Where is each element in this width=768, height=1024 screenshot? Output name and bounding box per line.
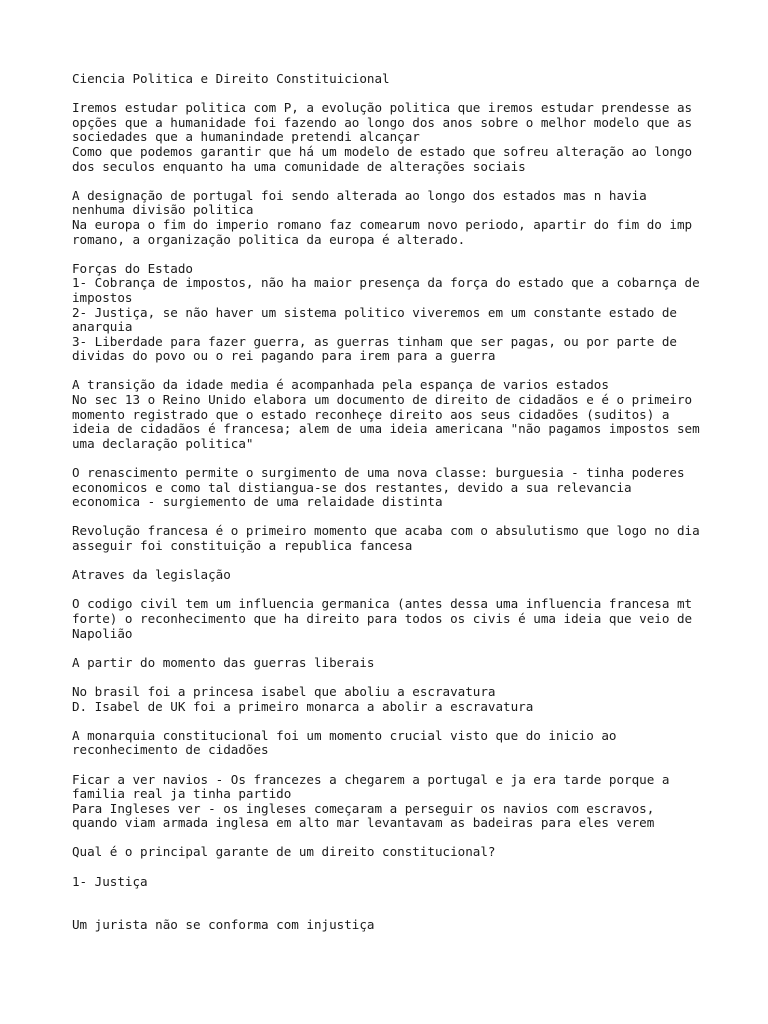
text-line: Um jurista não se conforma com injustiça xyxy=(72,917,375,933)
paragraph-gap xyxy=(72,583,712,598)
text-line: No brasil foi a princesa isabel que aboliu a escravatura xyxy=(72,683,496,699)
text-line: nenhuma divisão politica xyxy=(72,202,254,218)
paragraph xyxy=(72,875,712,890)
text-line: asseguir foi constituição a republica fancesa xyxy=(72,538,413,553)
paragraph xyxy=(72,685,712,714)
text-line: A partir do momento das guerras liberais xyxy=(72,654,375,670)
text-line: Revolução francesa é o primeiro momento que acaba com o absulutismo que logo no dia xyxy=(72,523,700,539)
paragraph-gap xyxy=(72,831,712,846)
paragraph-gap xyxy=(72,87,712,102)
text-line: sociedades que a humanindade pretendi alcançar xyxy=(72,129,420,145)
paragraph xyxy=(72,918,712,933)
paragraph-gap xyxy=(72,174,712,189)
text-line: Qual é o principal garante de um direito constitucional? xyxy=(72,844,496,860)
text-line: D. Isabel de UK foi a primeiro monarca a abolir a escravatura xyxy=(72,698,534,714)
text-line: No sec 13 o Reino Unido elabora um documento de direito de cidadãos e é o primeiro xyxy=(72,392,693,408)
document-page xyxy=(72,72,712,933)
text-line: 3- Liberdade para fazer guerra, as guerras tinham que ser pagas, ou por parte de xyxy=(72,333,677,349)
text-line: opções que a humanidade foi fazendo ao longo dos anos sobre o melhor modelo que as xyxy=(72,114,693,130)
document-body xyxy=(72,101,712,933)
text-line: familia real ja tinha partido xyxy=(72,786,292,802)
paragraph-gap xyxy=(72,889,712,904)
paragraph xyxy=(72,262,712,364)
paragraph xyxy=(72,568,712,583)
text-line: Napolião xyxy=(72,625,133,641)
paragraph xyxy=(72,656,712,671)
text-line: economicos e como tal distiangua-se dos restantes, devido a sua relevancia xyxy=(72,479,632,495)
paragraph xyxy=(72,524,712,553)
text-line: forte) o reconhecimento que ha direito para todos os civis é uma ideia que veio de xyxy=(72,610,693,626)
text-line: 1- Cobrança de impostos, não ha maior presença da força do estado que a cobarnça de xyxy=(72,275,700,291)
text-line: dos seculos enquanto ha uma comunidade de alterações sociais xyxy=(72,158,526,174)
text-line: dividas do povo ou o rei pagando para irem para a guerra xyxy=(72,348,496,364)
paragraph-gap xyxy=(72,510,712,525)
text-line: Na europa o fim do imperio romano faz comearum novo periodo, apartir do fim do imp xyxy=(72,216,693,232)
text-line: O codigo civil tem um influencia germanica (antes dessa uma influencia francesa mt xyxy=(72,596,693,612)
text-line: 2- Justiça, se não haver um sistema politico viveremos em um constante estado de xyxy=(72,304,677,320)
text-line: Iremos estudar politica com P, a evolução politica que iremos estudar prendesse as xyxy=(72,100,693,116)
text-line: Atraves da legislação xyxy=(72,567,231,583)
paragraph-gap xyxy=(72,247,712,262)
paragraph xyxy=(72,729,712,758)
text-line: anarquia xyxy=(72,319,133,335)
text-line: economica - surgiemento de uma relaidade distinta xyxy=(72,494,443,510)
text-line: A transição da idade media é acompanhada pela espança de varios estados xyxy=(72,377,609,393)
text-line: Para Ingleses ver - os ingleses começaram a perseguir os navios com escravos, xyxy=(72,800,655,816)
paragraph xyxy=(72,378,712,451)
paragraph-gap xyxy=(72,554,712,569)
text-line: romano, a organização politica da europa é alterado. xyxy=(72,231,466,247)
paragraph xyxy=(72,845,712,860)
paragraph-gap xyxy=(72,364,712,379)
paragraph xyxy=(72,189,712,247)
text-line: 1- Justiça xyxy=(72,873,148,889)
text-line: Forças do Estado xyxy=(72,260,193,276)
text-line: A monarquia constitucional foi um momento crucial visto que do inicio ao xyxy=(72,727,617,743)
text-line: reconhecimento de cidadões xyxy=(72,742,269,758)
paragraph-gap xyxy=(72,641,712,656)
text-line: Ficar a ver navios - Os francezes a chegarem a portugal e ja era tarde porque a xyxy=(72,771,670,787)
text-line: ideia de cidadãos é francesa; alem de uma ideia americana "não pagamos impostos sem xyxy=(72,421,700,437)
paragraph-gap xyxy=(72,670,712,685)
text-line: Como que podemos garantir que há um modelo de estado que sofreu alteração ao longo xyxy=(72,143,693,159)
paragraph xyxy=(72,773,712,831)
text-line: O renascimento permite o surgimento de uma nova classe: burguesia - tinha poderes xyxy=(72,465,685,481)
text-line: A designação de portugal foi sendo alterada ao longo dos estados mas n havia xyxy=(72,187,647,203)
paragraph-gap xyxy=(72,451,712,466)
document-title: Ciencia Politica e Direito Constituicional xyxy=(72,71,390,86)
text-line: impostos xyxy=(72,289,133,305)
paragraph-gap xyxy=(72,860,712,875)
paragraph-gap xyxy=(72,714,712,729)
paragraph-gap xyxy=(72,904,712,919)
text-line: momento registrado que o estado reconheçe direito aos seus cidadões (suditos) a xyxy=(72,406,670,422)
paragraph-gap xyxy=(72,758,712,773)
text-line: quando viam armada inglesa em alto mar levantavam as badeiras para eles verem xyxy=(72,815,655,831)
text-line: uma declaração politica" xyxy=(72,435,254,451)
paragraph xyxy=(72,597,712,641)
paragraph xyxy=(72,101,712,174)
paragraph xyxy=(72,466,712,510)
